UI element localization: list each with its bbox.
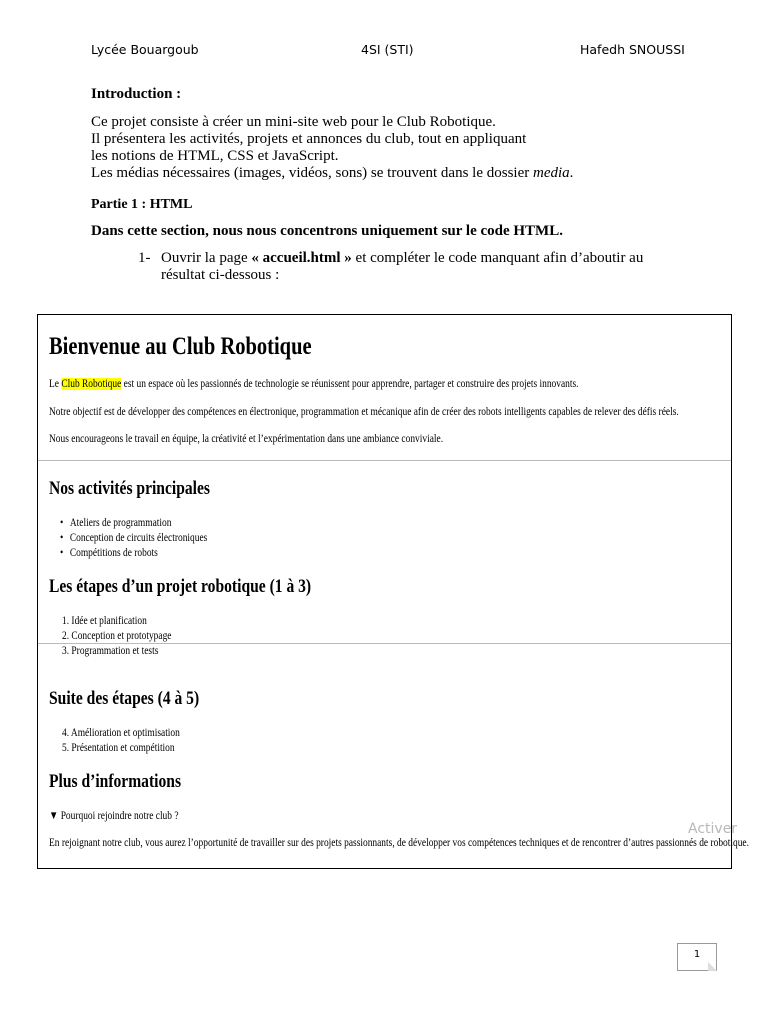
header-class: 4SI (STI) <box>361 42 414 57</box>
intro-line: Il présentera les activités, projets et annonces du club, tout en appliquant <box>91 131 527 147</box>
list-item: • Compétitions de robots <box>60 546 207 561</box>
shot-highlight: Club Robotique <box>61 378 122 390</box>
media-folder-name: media <box>532 165 570 181</box>
media-line-suffix: . <box>569 165 574 181</box>
page-fold-icon <box>708 962 717 971</box>
shot-steps-heading: Les étapes d’un projet robotique (1 à 3) <box>49 576 312 597</box>
intro-heading: Introduction : <box>91 86 182 102</box>
shot-p1-prefix: Le <box>49 378 62 390</box>
shot-divider <box>38 460 731 461</box>
shot-details-summary: ▼ Pourquoi rejoindre notre club ? <box>49 810 179 822</box>
expected-result-screenshot <box>37 314 749 869</box>
page-number-box <box>677 943 717 971</box>
list-item: 5. Présentation et compétition <box>62 742 175 754</box>
shot-activities-heading: Nos activités principales <box>49 478 210 499</box>
header-school: Lycée Bouargoub <box>91 42 199 57</box>
shot-steps2-list <box>62 726 180 756</box>
shot-paragraph-2: Notre objectif est de développer des compétences en électronique, programmation et mécanique afin de créer des robots intelligents capables de relever des défis réels. <box>49 406 679 418</box>
task-number: 1- <box>138 250 151 266</box>
list-item: 3. Programmation et tests <box>62 645 159 657</box>
activation-watermark: Activer <box>688 821 738 837</box>
intro-media-line <box>91 165 731 182</box>
task-suffix: et compléter le code manquant afin d’aboutir au résultat ci-dessous : <box>161 250 644 283</box>
list-item: • Conception de circuits électroniques <box>60 531 207 546</box>
shot-steps2-heading: Suite des étapes (4 à 5) <box>49 688 200 709</box>
task-text <box>161 250 691 284</box>
list-item: 4. Amélioration et optimisation <box>62 727 180 739</box>
task-file: « accueil.html » <box>251 250 352 266</box>
part1-heading: Partie 1 : HTML <box>91 197 193 212</box>
shot-info-heading: Plus d’informations <box>49 771 182 792</box>
shot-steps-list <box>62 614 171 659</box>
task-prefix: Ouvrir la page <box>161 250 252 266</box>
intro-paragraph <box>91 114 731 182</box>
shot-p1-suffix: est un espace où les passionnés de technologie se réunissent pour apprendre, partager et construire des projets innovants. <box>121 378 579 390</box>
part1-description: Dans cette section, nous nous concentrons uniquement sur le code HTML. <box>91 223 563 239</box>
list-item: 2. Conception et prototypage <box>62 630 172 642</box>
shot-divider <box>38 643 731 644</box>
intro-line: Ce projet consiste à créer un mini-site web pour le Club Robotique. <box>91 114 496 130</box>
intro-line: les notions de HTML, CSS et JavaScript. <box>91 148 339 164</box>
media-line-prefix: Les médias nécessaires (images, vidéos, sons) se trouvent dans le dossier <box>91 165 533 181</box>
shot-title: Bienvenue au Club Robotique <box>49 333 312 360</box>
page-number: 1 <box>693 949 701 960</box>
shot-paragraph-1 <box>49 378 579 390</box>
header-author: Hafedh SNOUSSI <box>580 42 685 57</box>
shot-activities-list <box>60 516 207 561</box>
shot-paragraph-3: Nous encourageons le travail en équipe, la créativité et l’expérimentation dans une ambiance conviviale. <box>49 433 444 445</box>
shot-details-text: En rejoignant notre club, vous aurez l’opportunité de travailler sur des projets passionnants, de développer vos compétences techniques et de rencontrer d’autres passionnés de robotique. <box>49 837 749 849</box>
list-item: 1. Idée et planification <box>62 615 147 627</box>
list-item: • Ateliers de programmation <box>60 516 207 531</box>
